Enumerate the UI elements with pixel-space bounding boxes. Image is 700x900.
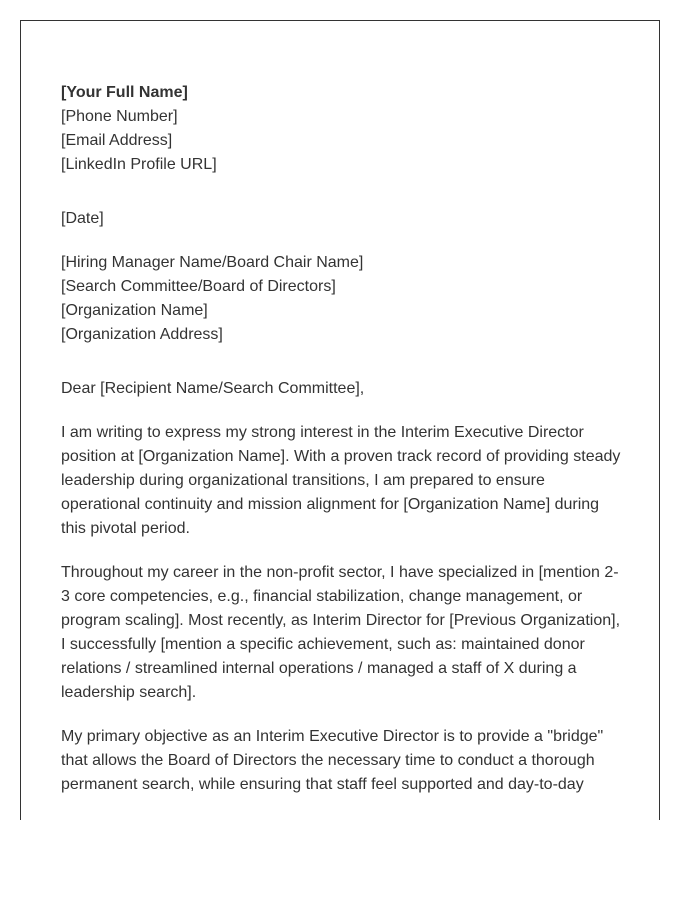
salutation-block [61,377,629,401]
sender-contact-block [61,81,629,177]
salutation: Dear [Recipient Name/Search Committee], [61,380,365,397]
body-paragraph-1 [61,421,629,541]
paragraph-line: permanent search, while ensuring that staff feel supported and day-to-day [61,776,584,793]
paragraph-line: relations / streamlined internal operations / managed a staff of X during a [61,660,577,677]
recipient-name: [Hiring Manager Name/Board Chair Name] [61,254,364,271]
body-paragraph-3 [61,725,629,797]
paragraph-line: leadership search]. [61,684,197,701]
paragraph-line: I successfully [mention a specific achievement, such as: maintained donor [61,636,585,653]
sender-phone: [Phone Number] [61,108,178,125]
paragraph-line: My primary objective as an Interim Executive Director is to provide a "bridge" [61,728,604,745]
paragraph-line: operational continuity and mission alignment for [Organization Name] during [61,496,600,513]
letter-date: [Date] [61,210,104,227]
paragraph-line: 3 core competencies, e.g., financial stabilization, change management, or [61,588,583,605]
paragraph-line: position at [Organization Name]. With a proven track record of providing steady [61,448,621,465]
paragraph-line: this pivotal period. [61,520,190,537]
paragraph-line: that allows the Board of Directors the necessary time to conduct a thorough [61,752,595,769]
paragraph-line: program scaling]. Most recently, as Interim Director for [Previous Organization], [61,612,621,629]
paragraph-line: Throughout my career in the non-profit sector, I have specialized in [mention 2- [61,564,619,581]
letter-page [20,20,660,820]
sender-email: [Email Address] [61,132,173,149]
body-paragraph-2 [61,561,629,705]
recipient-block [61,251,629,347]
letter-content [61,81,629,797]
sender-linkedin: [LinkedIn Profile URL] [61,156,217,173]
paragraph-line: leadership during organizational transitions, I am prepared to ensure [61,472,545,489]
date-block [61,207,629,231]
recipient-address: [Organization Address] [61,326,223,343]
sender-full-name: [Your Full Name] [61,84,188,101]
recipient-organization: [Organization Name] [61,302,208,319]
recipient-committee: [Search Committee/Board of Directors] [61,278,336,295]
paragraph-line: I am writing to express my strong interest in the Interim Executive Director [61,424,584,441]
